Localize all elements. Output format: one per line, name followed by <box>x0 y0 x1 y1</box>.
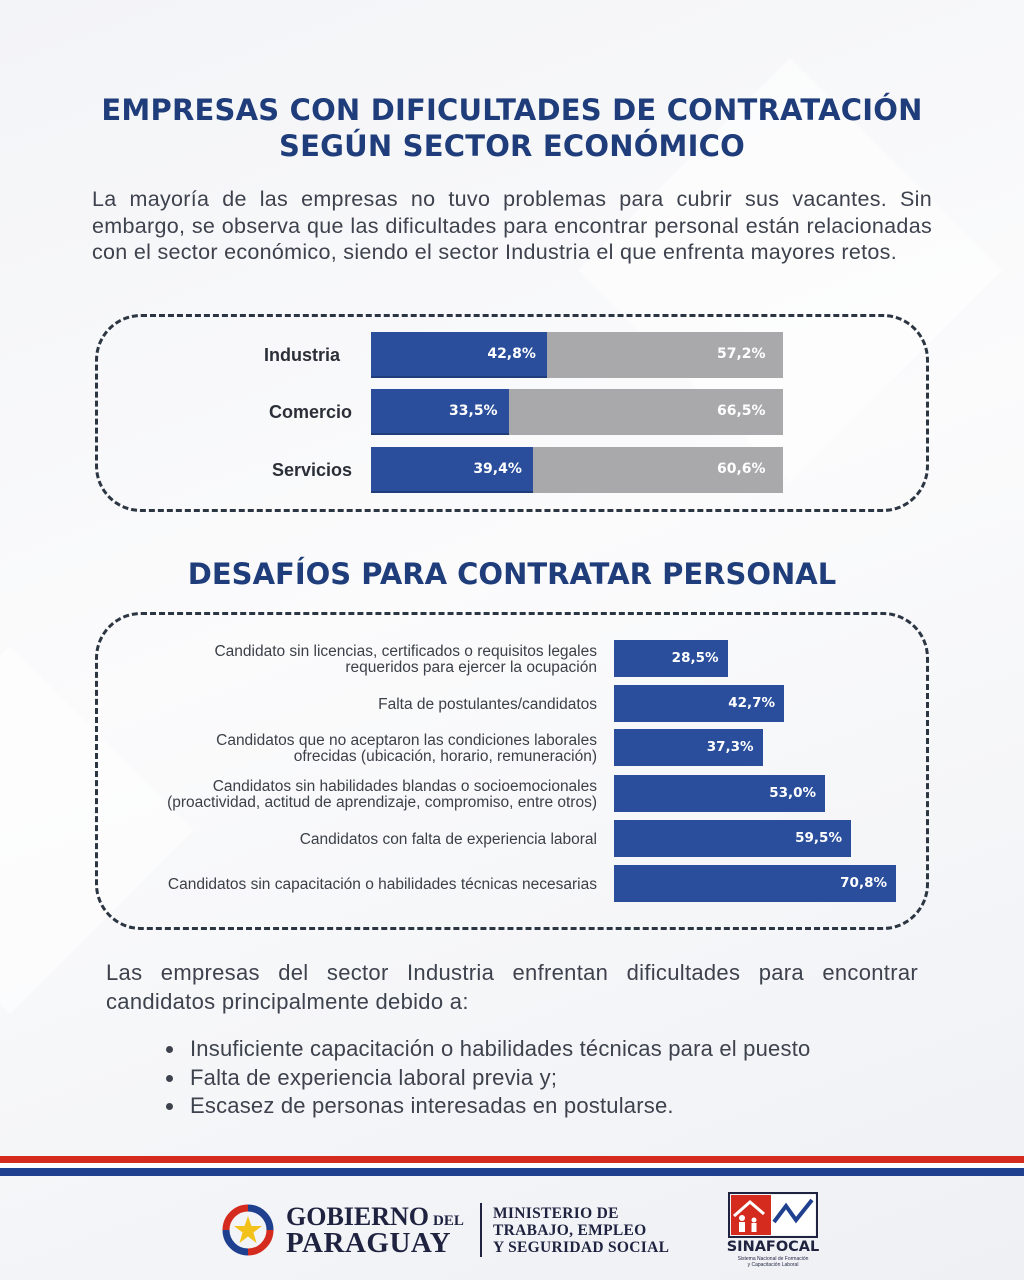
category-label: Comercio <box>268 402 352 422</box>
stacked-bar <box>371 447 783 493</box>
sinafocal-sub-line: y Capacitación Laboral <box>747 1262 799 1268</box>
category-label <box>117 877 597 893</box>
intro-paragraph: La mayoría de las empresas no tuvo problemas para cubrir sus vacantes. Sin embargo, se observa que las dificultades para encontrar personal están relacionadas con el sector económico, siendo el sector Industria el que enfrenta mayores retos. <box>92 187 932 264</box>
list-item: Insuficiente capacitación o habilidades técnicas para el puesto <box>190 1035 810 1064</box>
category-label <box>117 779 597 811</box>
category-label-line: Candidato sin licencias, certificados o requisitos legales <box>214 642 597 660</box>
data-label: 59,5% <box>795 830 842 846</box>
ministry-line: TRABAJO, EMPLEO <box>493 1222 647 1239</box>
list-item: Escasez de personas interesadas en postularse. <box>190 1092 810 1121</box>
category-label-line: requeridos para ejercer la ocupación <box>345 658 597 676</box>
category-label <box>117 832 597 848</box>
data-label: 66,5% <box>717 403 766 419</box>
bar <box>614 729 763 766</box>
list-item: Falta de experiencia laboral previa y; <box>190 1064 810 1093</box>
sinafocal-logo-icon <box>728 1192 818 1238</box>
category-label <box>117 697 597 713</box>
bar <box>614 685 784 722</box>
flag-stripe-blue <box>0 1168 1024 1176</box>
ministry-line: Y SEGURIDAD SOCIAL <box>493 1239 670 1256</box>
ministry-line: MINISTERIO DE <box>493 1205 619 1222</box>
footer-divider <box>480 1203 482 1257</box>
bar <box>614 865 896 902</box>
flag-stripe-red <box>0 1156 1024 1163</box>
gobierno-paraguay-logo-icon <box>218 1202 278 1258</box>
reasons-list <box>160 1035 810 1121</box>
stacked-bar <box>371 389 783 435</box>
category-label-line: (proactividad, actitud de aprendizaje, compromiso, entre otros) <box>167 793 597 811</box>
data-label: 33,5% <box>449 403 498 419</box>
challenges-title: DESAFÍOS PARA CONTRATAR PERSONAL <box>187 557 837 591</box>
bar <box>614 640 728 677</box>
category-label <box>117 733 597 765</box>
sinafocal-name: SINAFOCAL <box>726 1239 820 1255</box>
data-label: 28,5% <box>671 650 719 666</box>
bar <box>614 775 825 812</box>
data-label: 60,6% <box>717 461 766 477</box>
gov-line1: GOBIERNO <box>286 1202 430 1231</box>
sinafocal-subtitle <box>722 1256 824 1268</box>
data-label: 39,4% <box>473 461 522 477</box>
sinafocal-sub-line: Sistema Nacional de Formación <box>737 1256 809 1262</box>
title-line: EMPRESAS CON DIFICULTADES DE CONTRATACIÓN <box>101 93 923 127</box>
data-label: 42,8% <box>487 346 536 362</box>
data-label: 42,7% <box>728 695 776 711</box>
category-label-line: Candidatos sin capacitación o habilidades técnicas necesarias <box>167 875 597 893</box>
category-label-line: Falta de postulantes/candidatos <box>378 695 597 713</box>
data-label: 70,8% <box>840 875 887 891</box>
gov-del: DEL <box>433 1213 464 1229</box>
category-label-line: Candidatos sin habilidades blandas o socioemocionales <box>212 777 597 795</box>
title-line: SEGÚN SECTOR ECONÓMICO <box>279 129 745 163</box>
category-label-line: Candidatos que no aceptaron las condiciones laborales <box>216 731 597 749</box>
page-title <box>0 92 1024 164</box>
category-label: Industria <box>263 345 340 365</box>
data-label: 53,0% <box>769 785 817 801</box>
data-label: 37,3% <box>706 739 754 755</box>
category-label-line: ofrecidas (ubicación, horario, remuneración) <box>293 747 597 765</box>
category-label-line: Candidatos con falta de experiencia laboral <box>299 830 597 848</box>
category-label <box>117 644 597 676</box>
closing-paragraph: Las empresas del sector Industria enfrentan dificultades para encontrar candidatos principalmente debido a: <box>106 960 918 1014</box>
gov-line2: PARAGUAY <box>286 1227 452 1259</box>
category-label: Servicios <box>271 460 352 480</box>
data-label: 57,2% <box>717 346 766 362</box>
stacked-bar <box>371 332 783 378</box>
ministry-name <box>493 1205 669 1256</box>
bar <box>614 820 851 857</box>
